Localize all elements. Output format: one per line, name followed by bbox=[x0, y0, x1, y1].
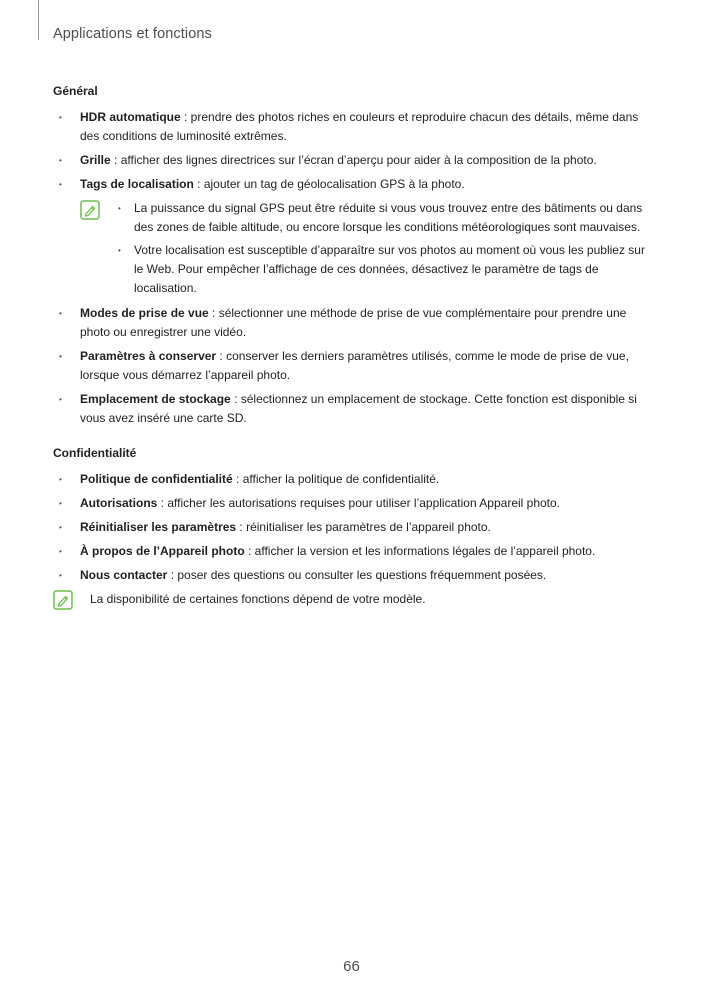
setting-description: : afficher les autorisations requises pour utiliser l’application Appareil photo. bbox=[157, 496, 561, 510]
list-item bbox=[53, 494, 653, 513]
list-item bbox=[53, 518, 653, 537]
list-item bbox=[53, 470, 653, 489]
setting-term: Autorisations bbox=[80, 496, 158, 510]
setting-term: Réinitialiser les paramètres bbox=[80, 520, 237, 534]
setting-term: Nous contacter bbox=[80, 568, 168, 582]
setting-term: Tags de localisation bbox=[80, 177, 194, 191]
setting-term: Modes de prise de vue bbox=[80, 306, 209, 320]
list-item bbox=[53, 347, 653, 385]
document-content bbox=[53, 82, 653, 609]
setting-term: À propos de l’Appareil photo bbox=[80, 544, 245, 558]
gps-note-list bbox=[134, 199, 653, 298]
list-item bbox=[53, 390, 653, 428]
note-icon bbox=[80, 200, 100, 220]
setting-term: Emplacement de stockage bbox=[80, 392, 231, 406]
list-item bbox=[53, 175, 653, 194]
setting-description: : sélectionnez un emplacement de stockage. Cette fonction est disponible si vous avez inséré une carte SD. bbox=[80, 392, 637, 425]
setting-description: : réinitialiser les paramètres de l’appareil photo. bbox=[236, 520, 491, 534]
setting-description: : sélectionner une méthode de prise de vue complémentaire pour prendre une photo ou enregistrer une vidéo. bbox=[80, 306, 627, 339]
setting-description: : afficher la politique de confidentialité. bbox=[232, 472, 440, 486]
page-number: 66 bbox=[343, 958, 360, 975]
list-item bbox=[53, 566, 653, 585]
setting-description: : afficher la version et les informations légales de l’appareil photo. bbox=[244, 544, 596, 558]
list-item bbox=[53, 108, 653, 146]
list-item bbox=[53, 304, 653, 342]
general-settings-list-continued bbox=[53, 304, 653, 428]
setting-term: HDR automatique bbox=[80, 110, 181, 124]
general-settings-list bbox=[53, 108, 653, 194]
setting-term: Politique de confidentialité bbox=[80, 472, 233, 486]
setting-description: : prendre des photos riches en couleurs et reproduire chacun des détails, même dans des conditions de luminosité extrêmes. bbox=[80, 110, 639, 143]
setting-description: : poser des questions ou consulter les questions fréquemment posées. bbox=[167, 568, 547, 582]
gps-note bbox=[80, 199, 653, 298]
section-title-general: Général bbox=[53, 84, 98, 98]
setting-description: : afficher des lignes directrices sur l’écran d’aperçu pour aider à la composition de la photo. bbox=[110, 153, 597, 167]
note-item: • Votre localisation est susceptible d’apparaître sur vos photos au moment où vous les publiez sur le Web. Pour empêcher l’affichage de ces données, désactivez le paramètre de tags de localisation. bbox=[134, 241, 653, 298]
availability-note bbox=[53, 590, 653, 609]
availability-note-text: La disponibilité de certaines fonctions dépend de votre modèle. bbox=[90, 592, 426, 606]
setting-term: Paramètres à conserver bbox=[80, 349, 217, 363]
section-title-privacy: Confidentialité bbox=[53, 446, 137, 460]
page-header-title: Applications et fonctions bbox=[53, 26, 212, 42]
privacy-settings-list bbox=[53, 470, 653, 585]
list-item bbox=[53, 151, 653, 170]
setting-term: Grille bbox=[80, 153, 111, 167]
note-item: • La puissance du signal GPS peut être réduite si vous vous trouvez entre des bâtiments ou dans des zones de faible altitude, ou encore lorsque les conditions météorologiques sont mauvaises. bbox=[134, 199, 653, 237]
header-divider bbox=[38, 0, 39, 40]
setting-description: : conserver les derniers paramètres utilisés, comme le mode de prise de vue, lorsque vous démarrez l’appareil photo. bbox=[80, 349, 629, 382]
setting-description: : ajouter un tag de géolocalisation GPS à la photo. bbox=[193, 177, 465, 191]
list-item bbox=[53, 542, 653, 561]
note-icon bbox=[53, 590, 73, 610]
